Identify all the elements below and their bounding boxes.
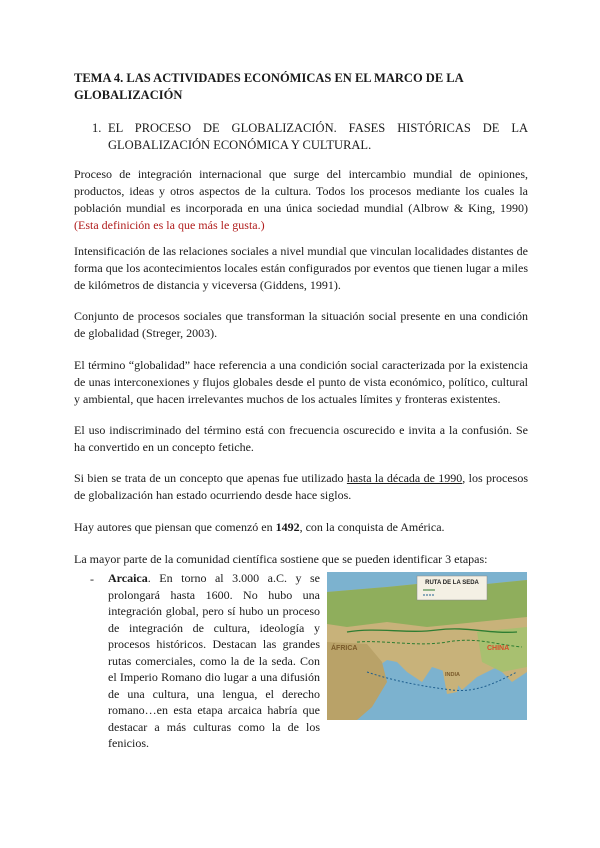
paragraph-decada-1990 [74,470,528,504]
section-number: 1. [92,121,102,135]
p7-text-after: , con la conquista de América. [299,520,445,534]
bullet-dash: - [90,572,94,586]
bullet-description: . En torno al 3.000 a.C. y se prolongará hasta 1600. No hubo una integración global, pero sí hubo un proceso de integración de cultura, ideología y procesos históricos. Destacan las grandes rutas comerciales, como la de la seda. Con el Imperio Romano dio lugar a una difusión de una cultura, una lengua, el derecho romano…en esta etapa arcaica habría que destacar a más culturas como la de los fenicios. [108,571,320,750]
paragraph-definition-giddens: Intensificación de las relaciones sociales a nivel mundial que vinculan localidades distantes de forma que los acontecimientos locales están configurados por eventos que tienen lugar a miles de kilómetros de distancia y viceversa (Giddens, 1991). [74,244,528,292]
bullet-arcaica [108,570,320,752]
p7-text-before: Hay autores que piensan que comenzó en [74,520,276,534]
land-india [442,664,462,694]
paragraph-text: Proceso de integración internacional que surge del intercambio mundial de opiniones, productos, ideas y otros aspectos de la cultura. Todos los procesos mediante los cuales la población mundial es incorporada en una única sociedad mundial (Albrow & King, 1990) [74,167,528,215]
paragraph-globalidad: El término “globalidad” hace referencia a una condición social caracterizada por la existencia de unas interconexiones y flujos globales desde el punto de vista económico, político, cultural y ambiental, que hacen irrelevantes muchos de los actuales límites y fronteras existentes. [74,358,528,406]
p6-text-after: , los procesos de globalización han estado ocurriendo desde hace siglos. [74,471,529,502]
paragraph-concepto-fetiche: El uso indiscriminado del término está con frecuencia oscurecido e invita a la confusión. Se ha convertido en un concepto fetiche. [74,423,528,454]
p6-text-before: Si bien se trata de un concepto que apenas fue utilizado [74,471,347,485]
section-title: EL PROCESO DE GLOBALIZACIÓN. FASES HISTÓRICAS DE LA GLOBALIZACIÓN ECONÓMICA Y CULTURAL. [108,121,528,152]
paragraph-1492 [74,519,528,536]
paragraph-tres-etapas: La mayor parte de la comunidad científica sostiene que se pueden identificar 3 etapas: [74,552,488,566]
red-note: (Esta definición es la que más le gusta.) [74,218,265,232]
label-africa: ÁFRICA [331,645,358,652]
label-china: CHINA [487,645,510,652]
bold-year: 1492 [275,520,300,534]
label-india: INDIA [445,672,460,678]
map-title: RUTA DE LA SEDA [425,580,479,586]
section-heading [92,120,528,154]
underlined-text: hasta la década de 1990 [346,471,463,485]
bullet-term: Arcaica [108,571,148,585]
paragraph-definition-streger: Conjunto de procesos sociales que transforman la situación social presente en una condición de globalidad (Streger, 2003). [74,309,528,340]
map-graphic [327,572,527,720]
silk-road-map [327,572,527,720]
document-title: TEMA 4. LAS ACTIVIDADES ECONÓMICAS EN EL MARCO DE LA GLOBALIZACIÓN [74,71,463,102]
route-sea [367,672,517,691]
paragraph-definition-albrow [74,166,528,234]
